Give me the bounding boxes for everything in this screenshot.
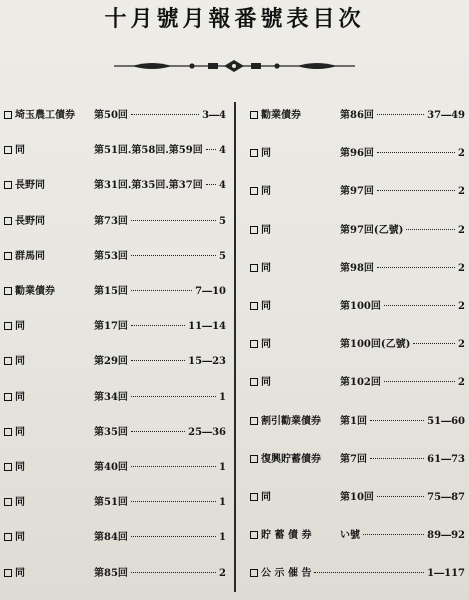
leader-dots: [131, 220, 216, 221]
entry-name: 長野同: [15, 180, 45, 192]
index-entry: [4, 107, 226, 125]
index-entry: [250, 145, 465, 163]
entry-number: 第53回: [94, 250, 128, 262]
checkbox-mark-icon: [4, 181, 12, 189]
entry-number: 第35回: [94, 426, 128, 438]
entry-pages: 15―23: [188, 356, 226, 368]
entry-pages: 51―60: [427, 415, 465, 427]
leader-dots: [413, 343, 455, 344]
entry-pages: 7―10: [195, 286, 226, 297]
entry-name: 同: [15, 356, 25, 368]
entry-name: 同: [15, 145, 25, 157]
index-entry: [4, 353, 226, 371]
leader-dots: [131, 325, 185, 326]
leader-dots: [377, 496, 424, 497]
entry-pages: 1: [219, 532, 226, 544]
leader-dots: [384, 381, 455, 382]
index-entry: [4, 565, 226, 583]
index-entry: [4, 283, 226, 301]
checkbox-mark-icon: [250, 226, 258, 234]
index-entry: [4, 459, 226, 477]
checkbox-mark-icon: [250, 302, 258, 310]
entry-pages: 2: [458, 262, 465, 274]
entry-name: 貯 蓄 債 券: [261, 530, 312, 542]
entry-name: 勸業債券: [15, 286, 55, 297]
checkbox-mark-icon: [4, 569, 12, 577]
entry-name: 割引勸業債券: [261, 415, 321, 427]
checkbox-mark-icon: [250, 264, 258, 272]
entry-pages: 2: [458, 186, 465, 198]
leader-dots: [377, 267, 455, 268]
index-entry: [250, 565, 465, 583]
index-entry: [4, 389, 226, 407]
entry-number: 第97回: [340, 186, 374, 198]
leader-dots: [206, 184, 216, 185]
entry-pages: 2: [458, 339, 465, 351]
leader-dots: [131, 290, 192, 291]
entry-pages: 4: [219, 180, 226, 192]
entry-pages: 1: [219, 462, 226, 473]
leader-dots: [377, 190, 455, 191]
checkbox-mark-icon: [4, 533, 12, 541]
checkbox-mark-icon: [4, 322, 12, 330]
ornament-divider: [112, 58, 357, 74]
entry-pages: 4: [219, 145, 226, 157]
leader-dots: [131, 114, 199, 115]
checkbox-mark-icon: [4, 111, 12, 119]
leader-dots: [377, 152, 455, 153]
entry-pages: 1: [219, 497, 226, 509]
index-entry: [4, 142, 226, 160]
entry-number: 第85回: [94, 567, 128, 579]
entry-name: 同: [261, 339, 271, 351]
entry-name: 同: [261, 492, 271, 503]
leader-dots: [377, 114, 424, 115]
entry-number: 第29回: [94, 356, 128, 368]
entry-number: 第86回: [340, 110, 374, 121]
checkbox-mark-icon: [250, 569, 258, 577]
entry-number: 第34回: [94, 391, 128, 403]
index-entry: [250, 336, 465, 354]
entry-pages: 5: [219, 215, 226, 227]
entry-name: 同: [15, 321, 25, 333]
entry-name: 埼玉農工債券: [15, 110, 75, 121]
checkbox-mark-icon: [4, 287, 12, 295]
entry-name: 群馬同: [15, 250, 45, 262]
entry-number: 第98回: [340, 262, 374, 274]
entry-number: 第31回.第35回.第37回: [94, 180, 203, 192]
entry-name: 同: [261, 377, 271, 389]
entry-number: 第50回: [94, 110, 128, 121]
entry-name: 同: [261, 224, 271, 236]
checkbox-mark-icon: [250, 149, 258, 157]
index-entry: [250, 222, 465, 240]
leader-dots: [384, 305, 455, 306]
entry-pages: 11―14: [188, 321, 226, 333]
entry-pages: 1―117: [427, 568, 465, 580]
entry-name: 同: [261, 262, 271, 274]
leader-dots: [131, 431, 185, 432]
entry-pages: 25―36: [188, 426, 226, 438]
index-entry: [4, 529, 226, 547]
leader-dots: [370, 458, 424, 459]
entry-name: 長野同: [15, 215, 45, 227]
checkbox-mark-icon: [250, 493, 258, 501]
entry-pages: 2: [458, 224, 465, 236]
entry-number: 第51回.第58回.第59回: [94, 145, 203, 157]
index-entry: [4, 424, 226, 442]
entry-name: 同: [15, 426, 25, 438]
index-entry: [4, 318, 226, 336]
index-entry: [4, 248, 226, 266]
page-title: 十月號月報番號表目次: [104, 6, 365, 32]
leader-dots: [131, 360, 185, 361]
entry-pages: 3―4: [202, 110, 226, 121]
entry-name: 同: [261, 301, 271, 312]
checkbox-mark-icon: [4, 146, 12, 154]
index-entry: [250, 183, 465, 201]
entry-pages: 61―73: [427, 453, 465, 465]
leader-dots: [131, 572, 216, 573]
entry-number: 第51回: [94, 497, 128, 509]
checkbox-mark-icon: [250, 531, 258, 539]
index-entry: [250, 260, 465, 278]
entry-name: 同: [261, 186, 271, 198]
leader-dots: [314, 572, 424, 573]
entry-name: 同: [15, 391, 25, 403]
checkbox-mark-icon: [250, 417, 258, 425]
index-entry: [4, 494, 226, 512]
entry-name: 勸業債券: [261, 110, 301, 121]
index-entry: [250, 107, 465, 125]
checkbox-mark-icon: [4, 498, 12, 506]
checkbox-mark-icon: [4, 463, 12, 471]
checkbox-mark-icon: [4, 428, 12, 436]
index-entry: [250, 527, 465, 545]
entry-pages: 2: [458, 377, 465, 389]
entry-number: 第17回: [94, 321, 128, 333]
index-entry: [250, 451, 465, 469]
leader-dots: [406, 229, 455, 230]
entry-name: 同: [15, 567, 25, 579]
entry-pages: 2: [458, 301, 465, 312]
checkbox-mark-icon: [4, 252, 12, 260]
checkbox-mark-icon: [4, 217, 12, 225]
entry-name: 同: [15, 497, 25, 509]
entry-name: 公 示 催 告: [261, 568, 312, 580]
leader-dots: [206, 149, 216, 150]
entry-pages: 89―92: [427, 530, 465, 542]
entry-number: 第40回: [94, 462, 128, 473]
entry-name: 同: [261, 148, 271, 160]
index-entry: [250, 298, 465, 316]
checkbox-mark-icon: [250, 187, 258, 195]
leader-dots: [131, 536, 216, 537]
entry-name: 復興貯蓄債券: [261, 453, 321, 465]
checkbox-mark-icon: [250, 340, 258, 348]
entry-number: 第100回(乙號): [340, 339, 411, 351]
entry-number: 第73回: [94, 215, 128, 227]
leader-dots: [370, 420, 424, 421]
leader-dots: [131, 501, 216, 502]
entry-number: い號: [340, 530, 360, 542]
entry-number: 第15回: [94, 286, 128, 297]
entry-pages: 75―87: [427, 492, 465, 503]
checkbox-mark-icon: [4, 357, 12, 365]
entry-pages: 1: [219, 391, 226, 403]
checkbox-mark-icon: [250, 111, 258, 119]
entry-number: 第100回: [340, 301, 381, 312]
entry-number: 第84回: [94, 532, 128, 544]
entry-number: 第97回(乙號): [340, 224, 404, 236]
leader-dots: [131, 255, 216, 256]
entry-number: 第102回: [340, 377, 381, 389]
index-entry: [250, 374, 465, 392]
entry-number: 第10回: [340, 492, 374, 503]
index-entry: [4, 177, 226, 195]
checkbox-mark-icon: [4, 393, 12, 401]
index-entry: [250, 489, 465, 507]
checkbox-mark-icon: [250, 378, 258, 386]
index-entry: [250, 413, 465, 431]
entry-number: 第1回: [340, 415, 367, 427]
leader-dots: [131, 466, 216, 467]
entry-number: 第96回: [340, 148, 374, 160]
leader-dots: [363, 534, 424, 535]
entry-pages: 2: [219, 567, 226, 579]
leader-dots: [131, 396, 216, 397]
entry-name: 同: [15, 462, 25, 473]
column-divider: [234, 102, 236, 592]
entry-pages: 5: [219, 250, 226, 262]
entry-name: 同: [15, 532, 25, 544]
entry-pages: 2: [458, 148, 465, 160]
entry-number: 第7回: [340, 453, 367, 465]
index-entry: [4, 213, 226, 231]
entry-pages: 37―49: [427, 110, 465, 121]
checkbox-mark-icon: [250, 455, 258, 463]
